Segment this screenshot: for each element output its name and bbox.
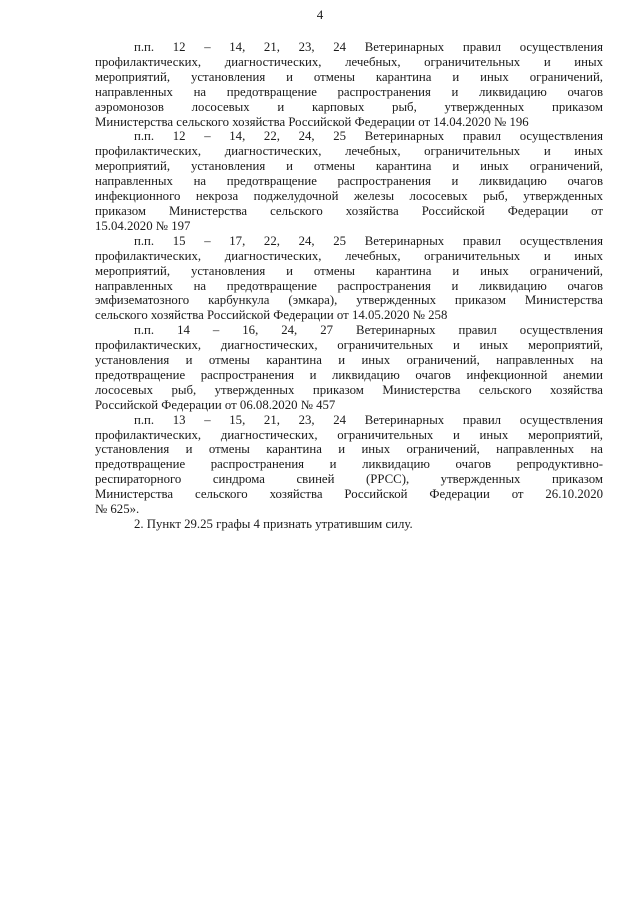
text-line: инфекционного некроза поджелудочной железы лососевых рыб, утвержденных (95, 189, 603, 204)
document-body (95, 40, 603, 532)
paragraph-5 (95, 413, 603, 517)
paragraph-4 (95, 323, 603, 412)
text-line: профилактических, диагностических, ограничительных и иных мероприятий, (95, 427, 603, 442)
text-line: п.п. 15 – 17, 22, 24, 25 Ветеринарных правил осуществления (134, 233, 603, 248)
text-line: Министерства сельского хозяйства Российской Федерации от 26.10.2020 (95, 487, 603, 502)
text-line: п.п. 14 – 16, 24, 27 Ветеринарных правил осуществления (134, 323, 603, 338)
text-line: п.п. 12 – 14, 21, 23, 24 Ветеринарных правил осуществления (134, 40, 603, 54)
text-line: эмфизематозного карбункула (эмкара), утвержденных приказом Министерства (95, 293, 603, 308)
text-line: п.п. 12 – 14, 22, 24, 25 Ветеринарных правил осуществления (134, 129, 603, 144)
text-line: направленных на предотвращение распространения и ликвидацию очагов (95, 174, 603, 189)
paragraph-1 (95, 40, 603, 129)
text-line: респираторного синдрома свиней (РРСС), утвержденных приказом (95, 472, 603, 487)
text-line: Министерства сельского хозяйства Российской Федерации от 14.04.2020 № 196 (95, 114, 529, 129)
text-line: предотвращение распространения и ликвидацию очагов инфекционной анемии (95, 367, 603, 382)
text-line: мероприятий, установления и отмены карантина и иных ограничений, (95, 159, 603, 174)
text-line: установления и отмены карантина и иных ограничений, направленных на (95, 353, 603, 368)
text-line: профилактических, диагностических, лечебных, ограничительных и иных (95, 144, 603, 159)
paragraph-6 (95, 517, 603, 532)
text-line: предотвращение распространения и ликвидацию очагов репродуктивно- (95, 457, 603, 472)
text-line: мероприятий, установления и отмены карантина и иных ограничений, (95, 69, 603, 84)
text-line: направленных на предотвращение распространения и ликвидацию очагов (95, 278, 603, 293)
text-line: № 625». (95, 502, 140, 517)
text-line: профилактических, диагностических, лечебных, ограничительных и иных (95, 54, 603, 69)
text-line: приказом Министерства сельского хозяйства Российской Федерации от (95, 203, 603, 218)
paragraph-2 (95, 129, 603, 233)
text-line: установления и отмены карантина и иных ограничений, направленных на (95, 442, 603, 457)
text-line: 15.04.2020 № 197 (95, 218, 191, 233)
text-line: Российской Федерации от 06.08.2020 № 457 (95, 397, 336, 412)
text-line: сельского хозяйства Российской Федерации от 14.05.2020 № 258 (95, 308, 448, 323)
text-line: направленных на предотвращение распространения и ликвидацию очагов (95, 84, 603, 99)
text-line: профилактических, диагностических, ограничительных и иных мероприятий, (95, 338, 603, 353)
text-line: п.п. 13 – 15, 21, 23, 24 Ветеринарных правил осуществления (134, 412, 603, 427)
text-line: мероприятий, установления и отмены карантина и иных ограничений, (95, 263, 603, 278)
text-line: профилактических, диагностических, лечебных, ограничительных и иных (95, 248, 603, 263)
page-number: 4 (316, 7, 324, 22)
paragraph-3 (95, 234, 603, 323)
text-line: 2. Пункт 29.25 графы 4 признать утратившим силу. (134, 517, 413, 531)
text-line: аэромонозов лососевых и карповых рыб, утвержденных приказом (95, 99, 603, 114)
text-line: лососевых рыб, утвержденных приказом Министерства сельского хозяйства (95, 382, 603, 397)
